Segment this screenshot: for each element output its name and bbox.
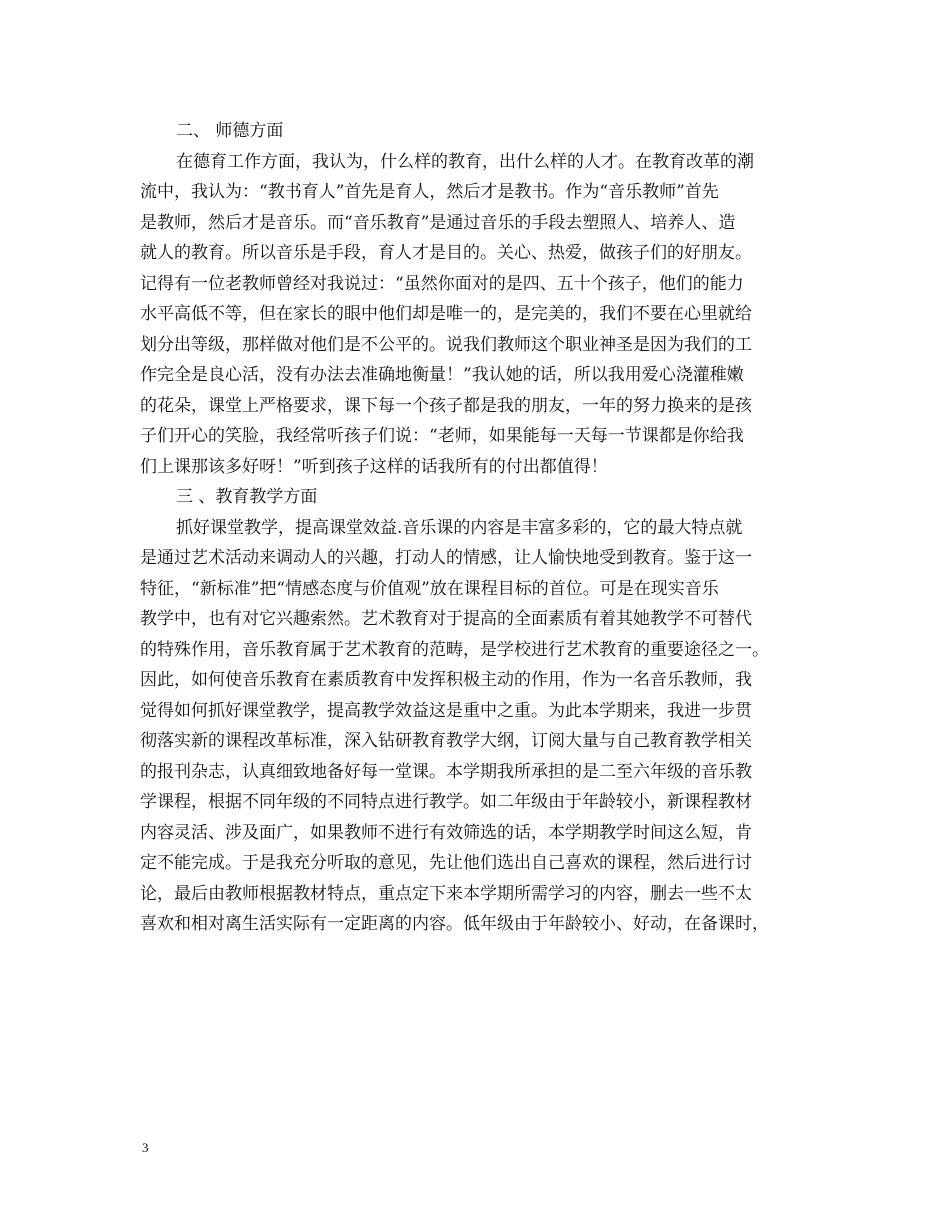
paragraph-line: 记得有一位老教师曾经对我说过：“虽然你面对的是四、五十个孩子，他们的能力 [140, 273, 744, 294]
paragraph-line: 内容灵活、涉及面广，如果教师不进行有效筛选的话，本学期教学时间这么短，肯 [140, 822, 752, 843]
paragraph-line: 的特殊作用，音乐教育属于艺术教育的范畴，是学校进行艺术教育的重要途径之一。 [140, 639, 769, 660]
paragraph-line: 划分出等级，那样做对他们是不公平的。说我们教师这个职业神圣是因为我们的工 [140, 334, 752, 355]
paragraph-line: 的花朵，课堂上严格要求，课下每一个孩子都是我的朋友，一年的努力换来的是孩 [140, 395, 752, 416]
paragraph-line: 子们开心的笑脸，我经常听孩子们说：“老师，如果能每一天每一节课都是你给我 [140, 426, 744, 446]
paragraph-line: 抓好课堂教学，提高课堂效益.音乐课的内容是丰富多彩的，它的最大特点就 [176, 517, 743, 538]
paragraph-line: 教学中，也有对它兴趣索然。艺术教育对于提高的全面素质有着其她教学不可替代 [140, 609, 752, 629]
paragraph-line: 是通过艺术活动来调动人的兴趣，打动人的情感，让人愉快地受到教育。鉴于这一 [140, 548, 752, 568]
document-body [140, 116, 820, 940]
paragraph-line: 是教师，然后才是音乐。而“音乐教育”是通过音乐的手段去塑照人、培养人、造 [140, 212, 736, 233]
paragraph-line: 喜欢和相对离生活实际有一定距离的内容。低年级由于年龄较小、好动，在备课时， [140, 914, 769, 934]
paragraph-line: 特征，“新标准”把“情感态度与价值观”放在课程目标的首位。可是在现实音乐 [140, 578, 719, 599]
paragraph-line: 水平高低不等，但在家长的眼中他们却是唯一的，是完美的，我们不要在心里就给 [140, 304, 752, 324]
paragraph-line: 作完全是良心活，没有办法去准确地衡量！”我认她的话，所以我用爱心浇灌稚嫩 [140, 365, 744, 385]
paragraph-line: 觉得如何抓好课堂教学，提高教学效益这是重中之重。为此本学期来，我进一步贯 [140, 700, 752, 721]
section-heading-teaching: 三 、教育教学方面 [176, 487, 318, 507]
section-heading-teacher-ethics: 二、 师德方面 [176, 121, 284, 141]
paragraph-line: 论，最后由教师根据教材特点，重点定下来本学期所需学习的内容，删去一些不太 [140, 883, 752, 904]
paragraph-line: 流中，我认为：“教书育人”首先是育人，然后才是教书。作为“音乐教师”首先 [140, 182, 719, 202]
paragraph-line: 定不能完成。于是我充分听取的意见，先让他们选出自己喜欢的课程，然后进行讨 [140, 853, 752, 873]
paragraph-line: 们上课那该多好呀！”听到孩子这样的话我所有的付出都值得！ [140, 456, 608, 477]
paragraph-line: 就人的教育。所以音乐是手段，育人才是目的。关心、热爱，做孩子们的好朋友。 [140, 243, 752, 263]
paragraph-line: 的报刊杂志，认真细致地备好每一堂课。本学期我所承担的是二至六年级的音乐教 [140, 761, 752, 782]
paragraph-line: 在德育工作方面，我认为，什么样的教育，出什么样的人才。在教育改革的潮 [176, 151, 754, 172]
paragraph-line: 彻落实新的课程改革标准，深入钻研教育教学大纲，订阅大量与自己教育教学相关 [140, 731, 752, 751]
paragraph-line: 因此，如何使音乐教育在素质教育中发挥积极主动的作用，作为一名音乐教师，我 [140, 670, 752, 690]
paragraph-line: 学课程，根据不同年级的不同特点进行教学。如二年级由于年龄较小，新课程教材 [140, 792, 752, 812]
page-number: 3 [142, 1140, 149, 1155]
